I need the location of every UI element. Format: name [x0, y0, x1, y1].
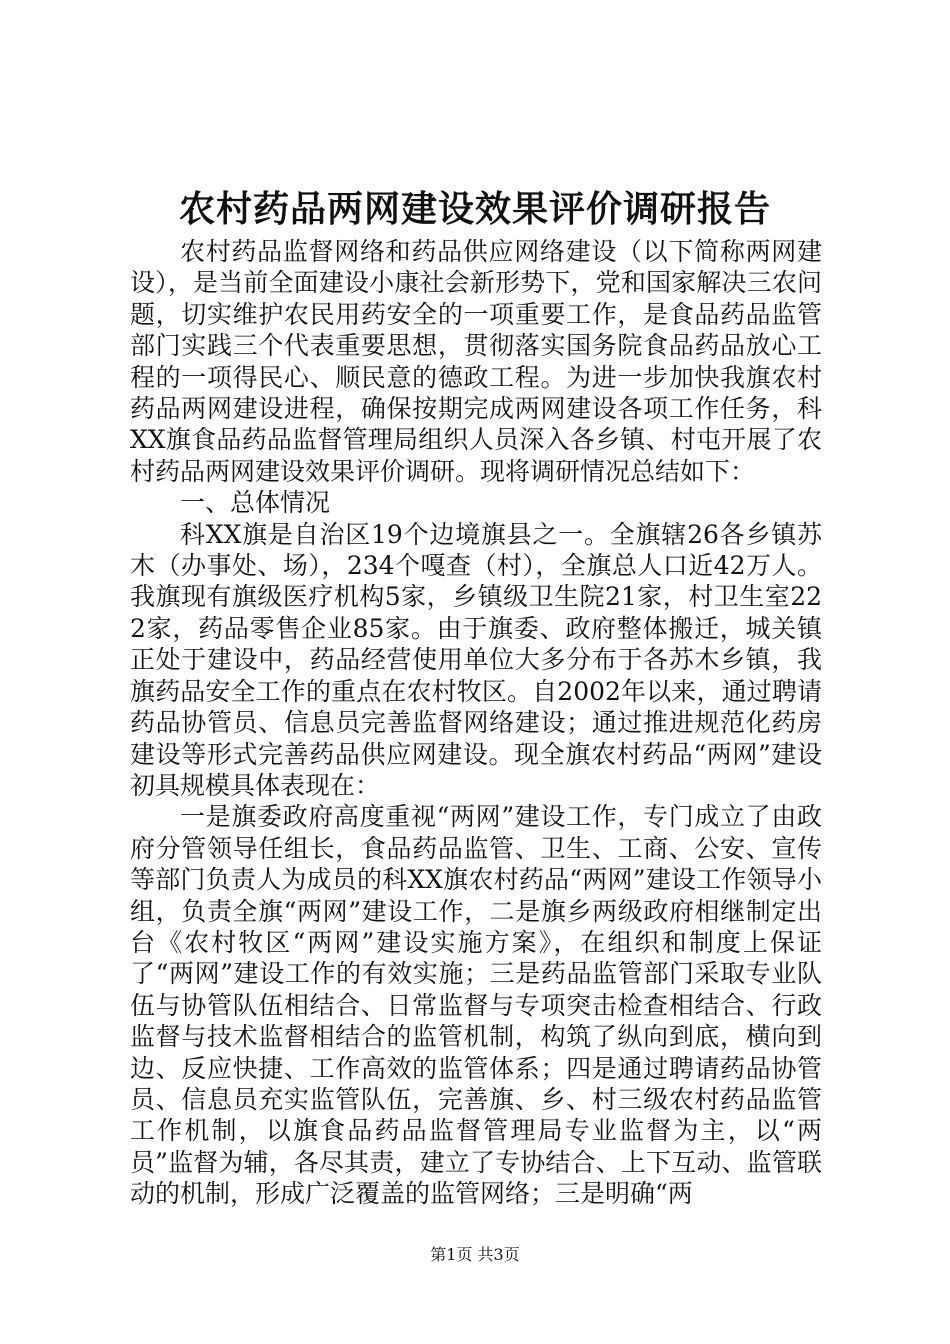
paragraph-intro: 农村药品监督网络和药品供应网络建设（以下简称两网建设），是当前全面建设小康社会新形势下，党和国家解决三农问题，切实维护农民用药安全的一项重要工作，是食品药品监管部门实践三个代表重要思想，贯彻落实国务院食品药品放心工程的一项得民心、顺民意的德政工程。为进一步加快我旗农村药品两网建设进程，确保按期完成两网建设各项工作任务，科XX旗食品药品监督管理局组织人员深入各乡镇、村屯开展了农村药品两网建设效果评价调研。现将调研情况总结如下： [130, 237, 822, 486]
document-title: 农村药品两网建设效果评价调研报告 [178, 188, 771, 230]
page-footer: 第1页 共3页 [430, 1245, 520, 1264]
paragraph-overview: 科XX旗是自治区19个边境旗县之一。全旗辖26各乡镇苏木（办事处、场），234个嘎查（村），全旗总人口近42万人。我旗现有旗级医疗机构5家，乡镇级卫生院21家，村卫生室222家，药品零售企业85家。由于旗委、政府整体搬迁，城关镇正处于建设中，药品经营使用单位大多分布于各苏木乡镇，我旗药品安全工作的重点在农村牧区。自2002年以来，通过聘请药品协管员、信息员完善监督网络建设；通过推进规范化药房建设等形式完善药品供应网建设。现全旗农村药品“两网”建设初具规模具体表现在： [130, 519, 822, 800]
section-heading: 一、总体情况 [180, 488, 331, 518]
paragraph-details: 一是旗委政府高度重视“两网”建设工作，专门成立了由政府分管领导任组长，食品药品监管、卫生、工商、公安、宣传等部门负责人为成员的科XX旗农村药品“两网”建设工作领导小组，负责全旗“两网”建设工作，二是旗乡两级政府相继制定出台《农村牧区“两网”建设实施方案》，在组织和制度上保证了“两网”建设工作的有效实施；三是药品监管部门采取专业队伍与协管队伍相结合、日常监督与专项突击检查相结合、行政监督与技术监督相结合的监管机制，构筑了纵向到底，横向到边、反应快捷、工作高效的监管体系；四是通过聘请药品协管员、信息员充实监管队伍，完善旗、乡、村三级农村药品监管工作机制，以旗食品药品监督管理局专业监督为主，以“两员”监督为辅，各尽其责，建立了专协结合、上下互动、监管联动的机制，形成广泛覆盖的监管网络；三是明确“两 [130, 802, 822, 1209]
document-body [130, 236, 822, 1210]
